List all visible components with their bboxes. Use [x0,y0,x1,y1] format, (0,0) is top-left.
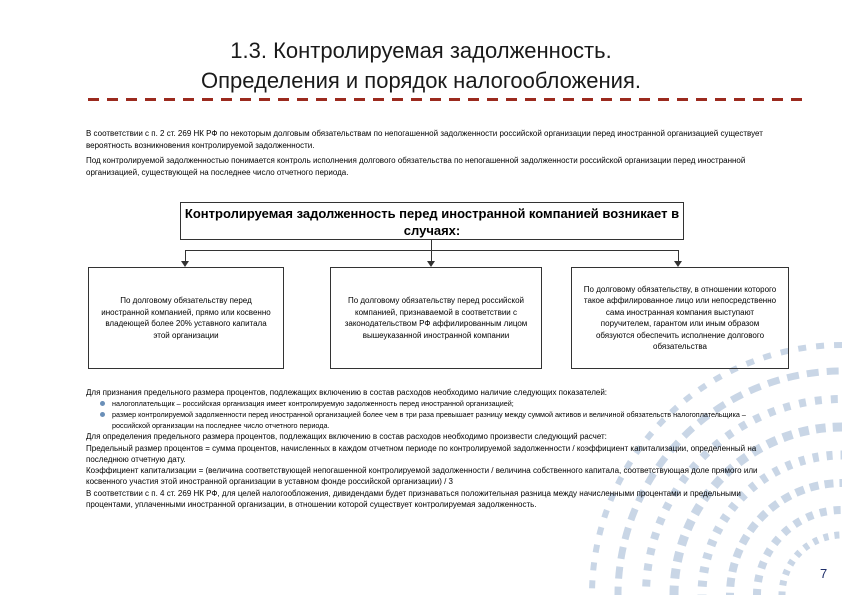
connector-middle [431,250,432,261]
intro-paragraph-2: Под контролируемой задолженностью понимается контроль исполнения долгового обязательства по непогашенной задолженности российской организации перед иностранной организацией, существующей на последнее число отчетного периода. [86,156,746,177]
connector-right [678,250,679,261]
list-item [112,409,776,431]
connector-horizontal [185,250,679,251]
bottom-paragraph-3: Предельный размер процентов = сумма процентов, начисленных в каждом отчетном периоде по контролируемой задолженности / коэффициент капитализации, определенный на последнюю отчетную дату. [86,443,757,464]
list-item-text: налогоплательщик – российская организация имеет контролируемую задолженность перед иностранной организацией; [112,399,514,409]
page-number: 7 [820,566,828,581]
dashed-divider [88,98,802,101]
bullet-icon [100,401,105,406]
bottom-paragraph-5: В соответствии с п. 4 ст. 269 НК РФ, для целей налогообложения, дивидендами будет признаваться положительная разница между начисленными процентами и предельными процентами, уплаченными иностранной организации, в отношении которой существует контролируемая задолженность. [86,488,741,510]
case-box-1: По долговому обязательству перед иностранной компанией, прямо или косвенно владеющей более 20% уставного капитала этой организации [88,267,284,369]
page-title [0,36,842,96]
case-box-3: По долговому обязательству, в отношении которого такое аффилированное лицо или непосредственно сама иностранная компания выступают поручителем, гарантом или иным образом обязуются обеспечить исполнение долгового обязательства [571,267,789,369]
bottom-paragraph-4: Коэффициент капитализации = (величина соответствующей непогашенной контролируемой задолженности / величина собственного капитала, соответствующая доле прямого или косвенного участия этой иностранной организации в уставном фонде российской организации) / 3 [86,466,758,487]
connector-left [185,250,186,261]
intro-text [86,128,776,179]
connector-stem [431,240,432,250]
bottom-text [86,387,776,510]
bullet-icon [100,412,105,417]
list-item [112,398,776,409]
title-line-1: 1.3. Контролируемая задолженность. [230,38,612,63]
main-diagram-box: Контролируемая задолженность перед иностранной компанией возникает в случаях: [180,202,684,240]
title-line-2: Определения и порядок налогообложения. [201,68,641,93]
conditions-list [86,398,776,431]
intro-paragraph-1: В соответствии с п. 2 ст. 269 НК РФ по некоторым долговым обязательствам по непогашенной задолженности российской организации перед иностранной организацией существует вероятность возникновения контролируемой задолженности. [86,129,763,150]
case-box-2: По долговому обязательству перед российской компанией, признаваемой в соответствии с законодательством РФ аффилированным лицом вышеуказанной иностранной компании [330,267,542,369]
bottom-paragraph-2: Для определения предельного размера процентов, подлежащих включению в состав расходов необходимо произвести следующий расчет: [86,432,607,442]
bottom-paragraph-1: Для признания предельного размера процентов, подлежащих включению в состав расходов необходимо наличие следующих показателей: [86,388,608,397]
list-item-text: размер контролируемой задолженности перед иностранной организацией более чем в три раза превышает разницу между суммой активов и величиной обязательств налогоплательщика – российской организации на последнее число отчетного периода. [112,410,746,431]
